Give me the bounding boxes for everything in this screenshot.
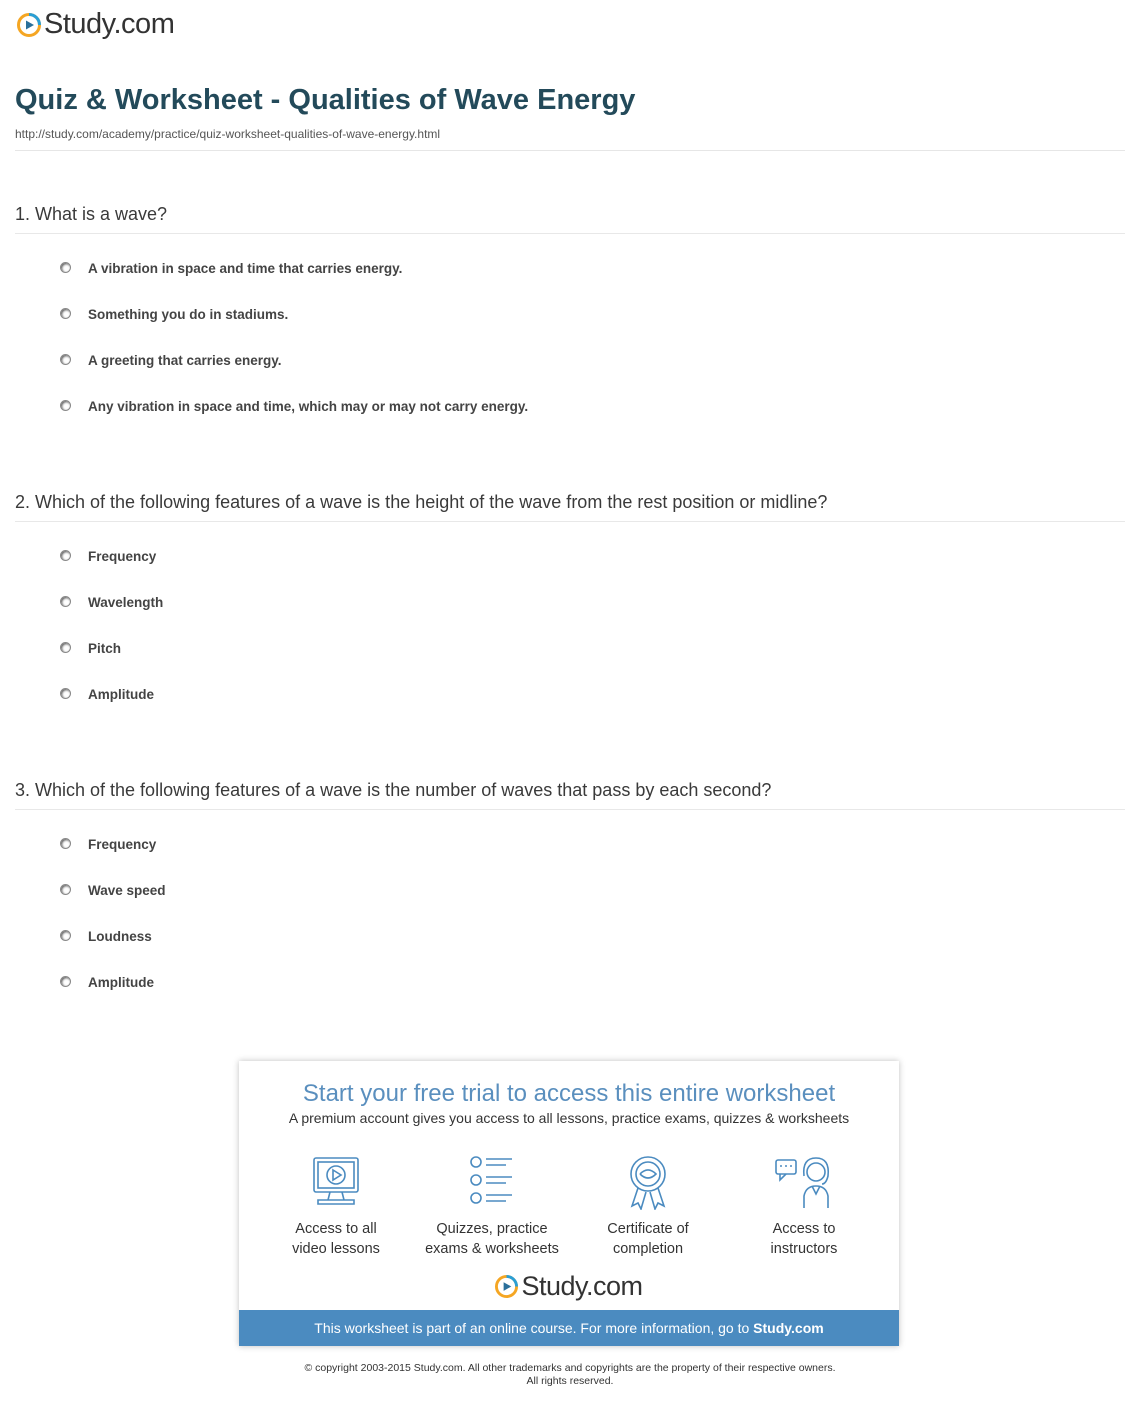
- copyright-line: © copyright 2003-2015 Study.com. All other trademarks and copyrights are the property of their respective owners.: [304, 1362, 836, 1374]
- feature-label-line2: video lessons: [292, 1241, 380, 1257]
- radio-button[interactable]: [60, 400, 71, 411]
- radio-button[interactable]: [60, 642, 71, 653]
- answer-label: Frequency: [88, 837, 157, 852]
- rights-line: All rights reserved.: [526, 1375, 614, 1387]
- radio-button[interactable]: [60, 884, 71, 895]
- question-2: [15, 492, 1125, 733]
- radio-button[interactable]: [60, 930, 71, 941]
- feature-certificate: [573, 1154, 723, 1259]
- radio-button[interactable]: [60, 354, 71, 365]
- study-link[interactable]: Study.com: [753, 1320, 824, 1336]
- radio-button[interactable]: [60, 596, 71, 607]
- answer-option[interactable]: [15, 837, 1125, 883]
- question-text: 3. Which of the following features of a wave is the number of waves that pass by each second?: [15, 780, 1125, 810]
- promo-bar-text: This worksheet is part of an online course. For more information, go to: [314, 1320, 754, 1336]
- radio-button[interactable]: [60, 550, 71, 561]
- answer-option[interactable]: [15, 641, 1125, 687]
- answer-list: [15, 261, 1125, 445]
- answer-label: Wave speed: [88, 883, 166, 898]
- feature-list: [239, 1154, 899, 1259]
- question-text: 1. What is a wave?: [15, 204, 1125, 234]
- copyright-footer: [0, 1362, 1140, 1388]
- certificate-ribbon-icon: [618, 1154, 678, 1210]
- play-logo-icon: [17, 13, 41, 37]
- answer-option[interactable]: [15, 883, 1125, 929]
- answer-list: [15, 549, 1125, 733]
- study-logo[interactable]: [17, 8, 174, 41]
- header-divider: [15, 150, 1125, 151]
- radio-button[interactable]: [60, 308, 71, 319]
- radio-button[interactable]: [60, 838, 71, 849]
- answer-label: Frequency: [88, 549, 157, 564]
- feature-label-line1: Access to: [772, 1221, 836, 1237]
- video-lesson-icon: [306, 1154, 366, 1210]
- question-text: 2. Which of the following features of a wave is the height of the wave from the rest position or midline?: [15, 492, 1125, 522]
- feature-label-line1: Access to all: [295, 1221, 377, 1237]
- answer-label: A vibration in space and time that carries energy.: [88, 261, 403, 276]
- logo-text: Study.com: [44, 8, 175, 40]
- feature-label-line2: instructors: [770, 1241, 838, 1257]
- answer-option[interactable]: [15, 687, 1125, 733]
- answer-option[interactable]: [15, 307, 1125, 353]
- answer-list: [15, 837, 1125, 1021]
- feature-label-line2: exams & worksheets: [425, 1241, 559, 1257]
- promo-subline: A premium account gives you access to all lessons, practice exams, quizzes & worksheets: [288, 1110, 850, 1126]
- feature-video-lessons: [261, 1154, 411, 1259]
- question-1: [15, 204, 1125, 445]
- page-title: Quiz & Worksheet - Qualities of Wave Energy: [15, 84, 636, 116]
- answer-label: A greeting that carries energy.: [88, 353, 282, 368]
- answer-label: Wavelength: [88, 595, 164, 610]
- radio-button[interactable]: [60, 688, 71, 699]
- answer-option[interactable]: [15, 975, 1125, 1021]
- instructor-icon: [774, 1154, 834, 1210]
- answer-option[interactable]: [15, 929, 1125, 975]
- question-3: [15, 780, 1125, 1021]
- radio-button[interactable]: [60, 976, 71, 987]
- feature-label-line1: Certificate of: [607, 1221, 689, 1237]
- logo-text: Study.com: [521, 1271, 643, 1301]
- answer-option[interactable]: [15, 399, 1125, 445]
- radio-button[interactable]: [60, 262, 71, 273]
- feature-label-line1: Quizzes, practice: [436, 1221, 548, 1237]
- free-trial-promo: [239, 1061, 899, 1346]
- promo-headline: Start your free trial to access this entire worksheet: [302, 1080, 836, 1107]
- answer-label: Any vibration in space and time, which may or may not carry energy.: [88, 399, 529, 414]
- answer-label: Something you do in stadiums.: [88, 307, 289, 322]
- answer-label: Loudness: [88, 929, 152, 944]
- promo-info-bar: [239, 1310, 899, 1346]
- answer-option[interactable]: [15, 261, 1125, 307]
- answer-label: Amplitude: [88, 687, 154, 702]
- feature-instructors: [729, 1154, 879, 1259]
- answer-label: Amplitude: [88, 975, 154, 990]
- answer-option[interactable]: [15, 353, 1125, 399]
- answer-label: Pitch: [88, 641, 122, 656]
- answer-option[interactable]: [15, 549, 1125, 595]
- answer-option[interactable]: [15, 595, 1125, 641]
- quiz-list-icon: [462, 1154, 522, 1210]
- feature-quizzes: [417, 1154, 567, 1259]
- page-url: http://study.com/academy/practice/quiz-worksheet-qualities-of-wave-energy.html: [15, 127, 441, 141]
- feature-label-line2: completion: [612, 1241, 684, 1257]
- promo-study-logo[interactable]: [239, 1271, 899, 1302]
- play-logo-icon: [495, 1275, 518, 1298]
